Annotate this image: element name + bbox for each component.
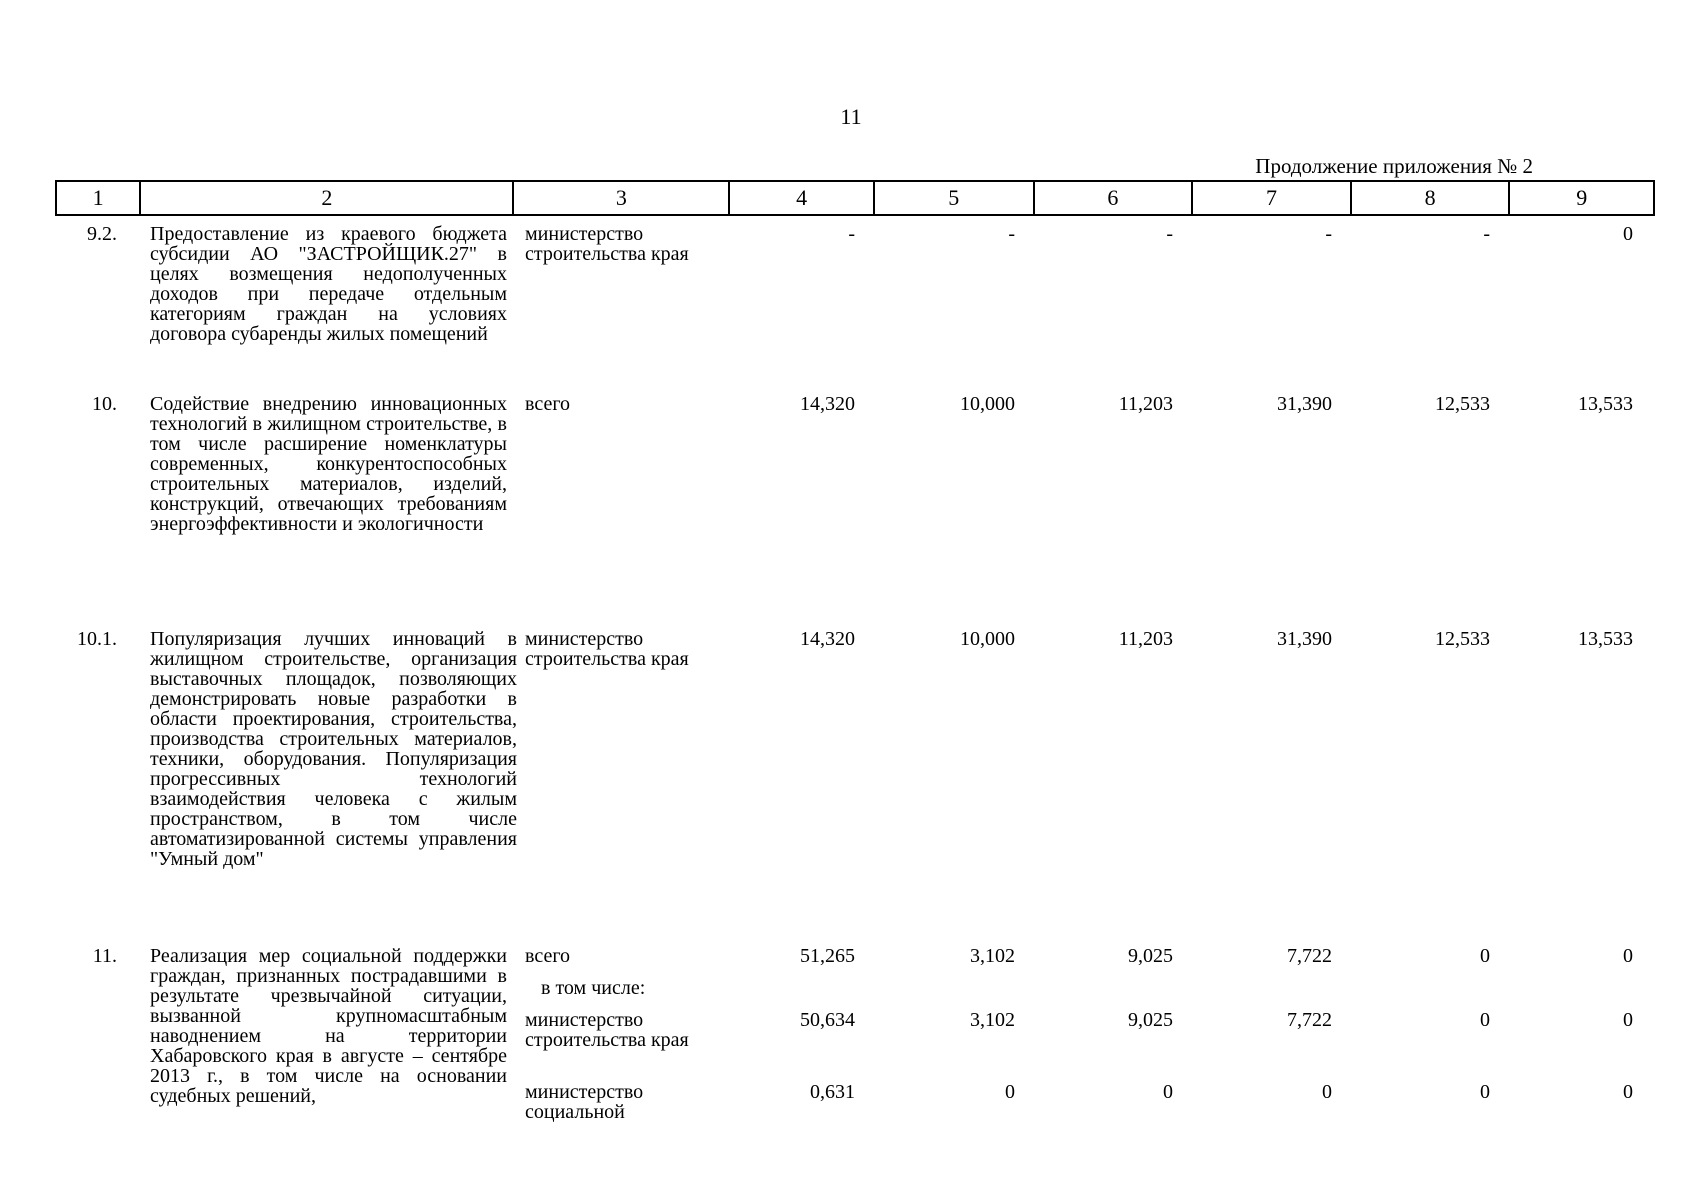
row-value: 50,634 [800,1009,855,1031]
row-number: 11. [92,945,117,967]
row-value: 0 [1623,223,1633,245]
row-value: 10,000 [960,393,1015,415]
row-value: - [1008,223,1015,245]
row-executor: в том числе: [541,977,646,999]
row-value: 31,390 [1277,628,1332,650]
row-value: 0 [1623,1009,1633,1031]
row-value: 9,025 [1128,945,1173,967]
row-executor: всего [525,945,571,967]
row-description: Содействие внедрению инновационных технологий в жилищном строительстве, в том числе расширение номенклатуры современных, конкурентоспособных строительных материалов, изделий, конструкций, отвечающих требованиям энергоэффективности и экологичности [150,393,507,535]
column-header: 5 [874,181,1034,215]
column-header-row [55,180,1655,216]
row-value: 0 [1623,945,1633,967]
row-value: - [1166,223,1173,245]
row-value: 0 [1480,945,1490,967]
row-value: 0 [1163,1081,1173,1103]
column-header: 8 [1351,181,1510,215]
row-value: 13,533 [1578,393,1633,415]
row-value: - [1483,223,1490,245]
row-value: - [1325,223,1332,245]
row-value: 11,203 [1118,628,1173,650]
row-number: 9.2. [87,223,117,245]
row-value: 11,203 [1118,393,1173,415]
page-number: 11 [840,104,862,129]
column-header: 6 [1034,181,1193,215]
row-number: 10. [92,393,117,415]
row-value: 12,533 [1435,393,1490,415]
continuation-note: Продолжение приложения № 2 [1255,154,1533,178]
table-row [55,946,1655,1146]
row-value: 14,320 [800,393,855,415]
row-value: 3,102 [970,945,1015,967]
row-executor: министерство строительства края [525,223,689,265]
row-value: 0 [1005,1081,1015,1103]
row-number: 10.1. [77,628,117,650]
column-header: 1 [56,181,140,215]
row-value: 7,722 [1287,945,1332,967]
row-executor: министерство социальной [525,1081,644,1123]
row-value: 0 [1322,1081,1332,1103]
row-value: 0 [1623,1081,1633,1103]
row-value: 13,533 [1578,628,1633,650]
column-header: 9 [1509,181,1654,215]
row-description: Популяризация лучших инноваций в жилищном строительстве, организация выставочных площадок, позволяющих демонстрировать новые разработки в области проектирования, строительства, производства строительных материалов, техники, оборудования. Популяризация прогрессивных технологий взаимодействия человека с жилым пространством, в том числе автоматизированной системы управления "Умный дом" [150,628,517,870]
row-executor: министерство строительства края [525,628,689,670]
column-header: 4 [729,181,874,215]
row-value: 14,320 [800,628,855,650]
row-value: 0,631 [810,1081,855,1103]
row-executor: министерство строительства края [525,1009,689,1051]
row-value: 0 [1480,1081,1490,1103]
row-value: 12,533 [1435,628,1490,650]
column-header: 7 [1192,181,1351,215]
row-value: 51,265 [800,945,855,967]
row-value: 0 [1480,1009,1490,1031]
row-value: 7,722 [1287,1009,1332,1031]
row-value: 10,000 [960,628,1015,650]
row-value: 3,102 [970,1009,1015,1031]
row-value: 31,390 [1277,393,1332,415]
column-header: 3 [513,181,729,215]
row-executor: всего [525,393,571,415]
row-value: - [848,223,855,245]
row-description: Реализация мер социальной поддержки граждан, признанных пострадавшими в результате чрезвычайной ситуации, вызванной крупномасштабным наводнением на территории Хабаровского края в августе – сентябре 2013 г., в том числе на основании судебных решений, [150,945,507,1107]
row-value: 9,025 [1128,1009,1173,1031]
row-description: Предоставление из краевого бюджета субсидии АО "ЗАСТРОЙЩИК.27" в целях возмещения недополученных доходов при передаче отдельным категориям граждан на условиях договора субаренды жилых помещений [150,223,507,345]
column-header: 2 [140,181,513,215]
